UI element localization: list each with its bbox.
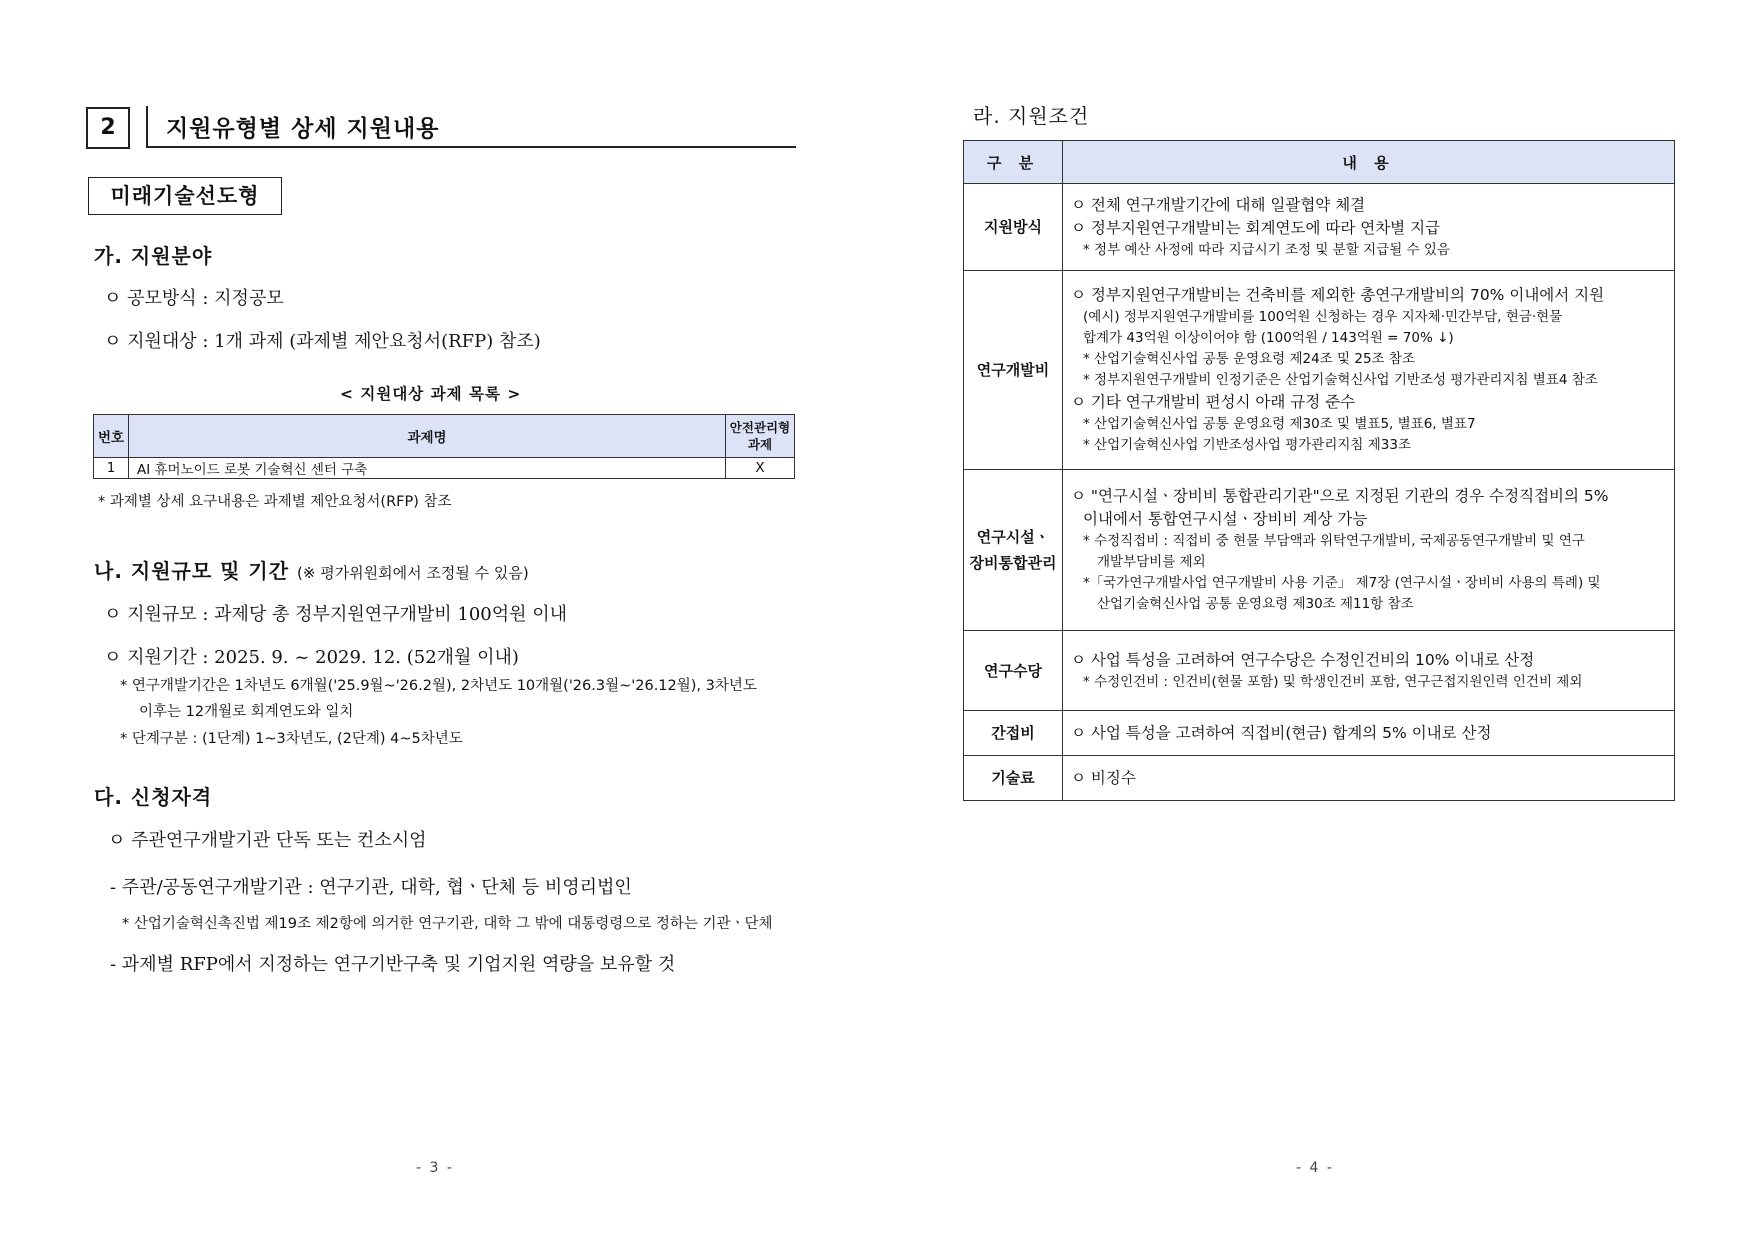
heading-ga: 가. 지원분야 (94, 244, 213, 268)
heading-na-note: (※ 평가위원회에서 조정될 수 있음) (297, 564, 529, 582)
table-row (964, 711, 1675, 756)
condition-category-line: 연구시설ㆍ (976, 528, 1050, 546)
da-bullet-applicant: ㅇ 주관연구개발기관 단독 또는 컨소시엄 (108, 830, 427, 851)
col-safety-header (726, 415, 795, 458)
condition-note: * 산업기술혁신사업 공통 운영요령 제30조 및 별표5, 별표6, 별표7 (1083, 416, 1476, 432)
condition-content (1063, 271, 1675, 470)
condition-bullet: ㅇ 정부지원연구개발비는 회계연도에 따라 연차별 지급 (1071, 218, 1441, 237)
heading-ra: 라. 지원조건 (973, 104, 1090, 128)
condition-content (1063, 631, 1675, 711)
task-table (93, 414, 795, 479)
condition-category-line: 장비통합관리 (969, 554, 1057, 572)
condition-note: * 정부지원연구개발비 인정기준은 산업기술혁신사업 기반조성 평가관리지침 별표4 참조 (1083, 372, 1598, 388)
condition-note: 합계가 43억원 이상이어야 함 (100억원 / 143억원 = 70% ↓) (1083, 330, 1454, 346)
page-number-left: - 3 - (416, 1160, 454, 1176)
condition-content (1063, 711, 1675, 756)
na-note-period-2: 이후는 12개월로 회계연도와 일치 (139, 704, 354, 720)
task-safety-flag: X (726, 458, 795, 479)
col-category-header: 구 분 (964, 141, 1063, 184)
ga-bullet-method: ㅇ 공모방식 : 지정공모 (104, 288, 284, 309)
na-note-stage: * 단계구분 : (1단계) 1~3차년도, (2단계) 4~5차년도 (120, 731, 463, 747)
condition-category (964, 184, 1063, 271)
table-row (964, 271, 1675, 470)
condition-content (1063, 184, 1675, 271)
task-table-caption: < 지원대상 과제 목록 > (340, 385, 522, 403)
section-divider (146, 106, 148, 148)
heading-na-text: 나. 지원규모 및 기간 (94, 559, 290, 583)
condition-note: * 수정인건비 : 인건비(현물 포함) 및 학생인건비 포함, 연구근접지원인력 인건비 제외 (1083, 673, 1583, 690)
da-note-law: * 산업기술혁신촉진법 제19조 제2항에 의거한 연구기관, 대학 그 밖에 대통령령으로 정하는 기관ㆍ단체 (122, 916, 773, 932)
condition-note: *「국가연구개발사업 연구개발비 사용 기준」 제7장 (연구시설ㆍ장비비 사용의 특례) 및 (1083, 575, 1601, 591)
condition-bullet: ㅇ "연구시설ㆍ장비비 통합관리기관"으로 지정된 기관의 경우 수정직접비의 5% (1071, 487, 1609, 505)
table-row (964, 756, 1675, 801)
section-underline (146, 146, 796, 148)
section-title: 지원유형별 상세 지원내용 (166, 116, 440, 142)
col-safety-header-line1: 안전관리형 (729, 420, 791, 435)
condition-note: * 산업기술혁신사업 공통 운영요령 제24조 및 25조 참조 (1083, 351, 1415, 367)
condition-note: 개발부담비를 제외 (1097, 554, 1206, 570)
condition-note: * 산업기술혁신사업 기반조성사업 평가관리지침 제33조 (1083, 437, 1411, 453)
task-number: 1 (94, 458, 129, 479)
condition-content (1063, 470, 1675, 631)
condition-bullet: ㅇ 기타 연구개발비 편성시 아래 규정 준수 (1071, 393, 1356, 411)
condition-category (964, 470, 1063, 631)
condition-bullet: ㅇ 정부지원연구개발비는 건축비를 제외한 총연구개발비의 70% 이내에서 지원 (1071, 286, 1605, 304)
heading-da: 다. 신청자격 (94, 785, 213, 809)
col-content-header: 내 용 (1063, 141, 1675, 184)
section-number: 2 (86, 107, 130, 149)
condition-content (1063, 756, 1675, 801)
task-name: AI 휴머노이드 로봇 기술혁신 센터 구축 (129, 458, 726, 479)
condition-category-line: 지원방식 (984, 218, 1042, 236)
na-bullet-period: ㅇ 지원기간 : 2025. 9. ~ 2029. 12. (52개월 이내) (104, 647, 519, 668)
condition-bullet: ㅇ 사업 특성을 고려하여 직접비(현금) 합계의 5% 이내로 산정 (1071, 723, 1492, 742)
na-note-period-1: * 연구개발기간은 1차년도 6개월('25.9월~'26.2월), 2차년도 10개월('26.3월~'26.12월), 3차년도 (120, 678, 757, 694)
na-bullet-scale: ㅇ 지원규모 : 과제당 총 정부지원연구개발비 100억원 이내 (104, 604, 568, 625)
ga-bullet-target: ㅇ 지원대상 : 1개 과제 (과제별 제안요청서(RFP) 참조) (104, 331, 541, 352)
condition-note: * 정부 예산 사정에 따라 지급시기 조정 및 분할 지급될 수 있음 (1083, 241, 1450, 258)
condition-category (964, 756, 1063, 801)
da-dash-rfp: - 과제별 RFP에서 지정하는 연구기반구축 및 기업지원 역량을 보유할 것 (110, 954, 676, 975)
table-row (964, 631, 1675, 711)
condition-note: 산업기술혁신사업 공통 운영요령 제30조 제11항 참조 (1097, 596, 1414, 612)
condition-category-line: 연구개발비 (976, 361, 1050, 379)
condition-bullet: ㅇ 전체 연구개발기간에 대해 일괄협약 체결 (1071, 195, 1366, 214)
task-table-note: * 과제별 상세 요구내용은 과제별 제안요청서(RFP) 참조 (98, 494, 452, 510)
condition-category (964, 711, 1063, 756)
table-row (94, 458, 795, 479)
page-number-right: - 4 - (1296, 1160, 1334, 1176)
da-dash-institution: - 주관/공동연구개발기관 : 연구기관, 대학, 협ㆍ단체 등 비영리법인 (110, 877, 632, 898)
col-safety-header-line2: 과제 (747, 437, 773, 452)
condition-bullet: ㅇ 비징수 (1071, 768, 1136, 787)
condition-bullet: ㅇ 사업 특성을 고려하여 연구수당은 수정인건비의 10% 이내로 산정 (1071, 650, 1535, 669)
heading-na (94, 555, 529, 584)
table-row (964, 184, 1675, 271)
condition-category (964, 271, 1063, 470)
condition-category-line: 기술료 (991, 769, 1035, 787)
col-number-header: 번호 (94, 415, 129, 458)
table-row (964, 470, 1675, 631)
condition-note: * 수정직접비 : 직접비 중 현물 부담액과 위탁연구개발비, 국제공동연구개발비 및 연구 (1083, 533, 1585, 549)
support-type-label: 미래기술선도형 (88, 177, 282, 215)
condition-category-line: 간접비 (991, 724, 1035, 742)
conditions-table (963, 140, 1675, 801)
col-task-name-header: 과제명 (129, 415, 726, 458)
condition-note: (예시) 정부지원연구개발비를 100억원 신청하는 경우 지자체·민간부담, 현금·현물 (1083, 309, 1563, 325)
condition-bullet: 이내에서 통합연구시설ㆍ장비비 계상 가능 (1083, 510, 1368, 528)
condition-category-line: 연구수당 (984, 661, 1042, 680)
condition-category (964, 631, 1063, 711)
